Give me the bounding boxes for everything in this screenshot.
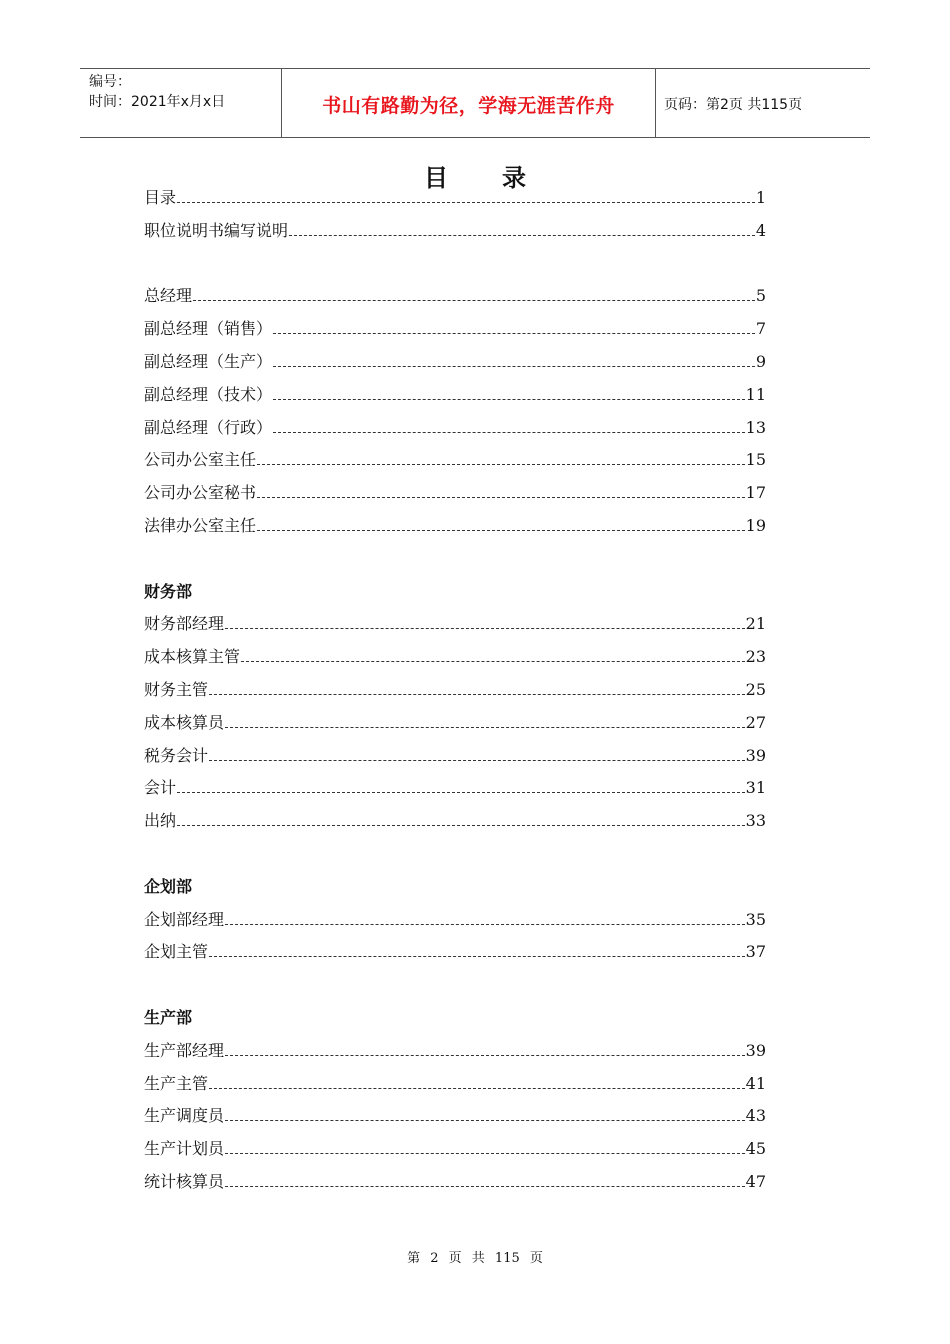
toc-entry[interactable] <box>144 678 766 702</box>
toc-entry-page: 15 <box>745 450 766 470</box>
toc-leader-line <box>273 386 745 400</box>
toc-leader-line <box>209 1075 745 1089</box>
toc-entry[interactable] <box>144 448 766 472</box>
toc-leader-line <box>273 419 745 433</box>
page-header <box>80 68 870 138</box>
toc-leader-line <box>225 1140 745 1154</box>
header-page-cell <box>655 69 870 137</box>
toc-entry-label: 统计核算员 <box>144 1172 225 1191</box>
toc-entry[interactable] <box>144 186 766 210</box>
toc-entry-page: 17 <box>745 483 766 503</box>
toc-entry-label: 企划主管 <box>144 942 209 962</box>
toc-entry[interactable] <box>144 481 766 505</box>
section-heading-finance: 财务部 <box>144 581 193 601</box>
toc-entry-page: 4 <box>755 220 766 240</box>
toc-entry-page: 27 <box>745 712 766 732</box>
toc-entry[interactable] <box>144 1137 766 1161</box>
toc-leader-line <box>209 747 745 761</box>
page-title: 目录 <box>424 163 580 192</box>
toc-entry[interactable] <box>144 1039 766 1063</box>
toc-leader-line <box>289 222 755 236</box>
toc-entry-page: 45 <box>745 1139 766 1159</box>
toc-leader-line <box>177 779 745 793</box>
toc-entry-label: 成本核算主管 <box>144 647 241 667</box>
toc-leader-line <box>209 681 745 695</box>
toc-leader-line <box>193 287 755 301</box>
toc-entry[interactable] <box>144 940 766 964</box>
toc-entry-label: 副总经理（生产） <box>144 352 273 371</box>
toc-leader-line <box>257 484 745 498</box>
toc-entry-label: 成本核算员 <box>144 712 225 732</box>
toc-entry[interactable] <box>144 908 766 932</box>
toc-entry-page: 37 <box>745 942 766 962</box>
toc-entry-label: 生产主管 <box>144 1073 209 1093</box>
header-page-info: 页码：第2页 共115页 <box>664 97 803 113</box>
toc-entry[interactable] <box>144 219 766 243</box>
section-heading-planning: 企划部 <box>144 876 193 896</box>
toc-leader-line <box>225 714 745 728</box>
toc-entry-page: 39 <box>745 1040 766 1060</box>
toc-leader-line <box>225 615 745 629</box>
header-meta-cell <box>80 69 281 137</box>
toc-entry-label: 财务主管 <box>144 680 209 699</box>
toc-entry[interactable] <box>144 284 766 308</box>
toc-entry[interactable] <box>144 1170 766 1194</box>
toc-entry-page: 9 <box>755 352 766 371</box>
toc-entry-page: 11 <box>745 384 766 404</box>
toc-entry-label: 法律办公室主任 <box>144 516 257 535</box>
toc-entry[interactable] <box>144 416 766 440</box>
toc-entry-label: 目录 <box>144 188 177 207</box>
toc-entry[interactable] <box>144 744 766 768</box>
toc-entry-label: 生产计划员 <box>144 1139 225 1159</box>
toc-entry-page: 39 <box>745 745 766 765</box>
toc-entry-page: 25 <box>745 680 766 699</box>
toc-entry[interactable] <box>144 612 766 636</box>
toc-entry-page: 35 <box>745 909 766 929</box>
toc-entry[interactable] <box>144 1104 766 1128</box>
page-footer: 第 2 页 共 115 页 <box>407 1251 543 1266</box>
toc-entry[interactable] <box>144 776 766 800</box>
toc-entry-label: 会计 <box>144 778 177 798</box>
toc-entry-label: 财务部经理 <box>144 614 225 634</box>
toc-entry-label: 副总经理（行政） <box>144 417 273 437</box>
toc-entry-page: 43 <box>745 1106 766 1126</box>
toc-entry-label: 职位说明书编写说明 <box>144 220 289 240</box>
toc-entry-label: 副总经理（销售） <box>144 319 273 339</box>
toc-entry-page: 19 <box>745 516 766 535</box>
toc-entry-label: 公司办公室主任 <box>144 450 257 470</box>
toc-entry-page: 1 <box>755 188 766 207</box>
toc-entry[interactable] <box>144 1072 766 1096</box>
toc-entry-page: 5 <box>755 286 766 306</box>
toc-entry-label: 公司办公室秘书 <box>144 483 257 503</box>
toc-leader-line <box>273 320 755 334</box>
toc-leader-line <box>225 911 745 925</box>
section-heading-production: 生产部 <box>144 1008 193 1027</box>
toc-entry-page: 33 <box>745 811 766 831</box>
toc-entry-page: 13 <box>745 417 766 437</box>
toc-leader-line <box>273 353 755 367</box>
toc-entry[interactable] <box>144 711 766 735</box>
toc-entry-label: 总经理 <box>144 286 193 306</box>
toc-entry-label: 生产部经理 <box>144 1040 225 1060</box>
toc-leader-line <box>177 189 755 203</box>
toc-leader-line <box>225 1173 745 1187</box>
toc-entry-label: 副总经理（技术） <box>144 384 273 404</box>
toc-entry[interactable] <box>144 317 766 341</box>
toc-entry-label: 税务会计 <box>144 745 209 765</box>
toc-leader-line <box>225 1042 745 1056</box>
toc-leader-line <box>257 517 745 531</box>
toc-entry[interactable] <box>144 350 766 374</box>
header-motto-cell <box>281 69 656 137</box>
toc-entry-page: 7 <box>755 319 766 339</box>
toc-entry-page: 21 <box>745 614 766 634</box>
toc-entry[interactable] <box>144 809 766 833</box>
toc-entry[interactable] <box>144 645 766 669</box>
toc-entry-label: 企划部经理 <box>144 909 225 929</box>
toc-entry-label: 生产调度员 <box>144 1106 225 1126</box>
toc-leader-line <box>209 943 745 957</box>
document-time-label: 时间：2021年x月x日 <box>89 94 226 110</box>
toc-leader-line <box>257 451 745 465</box>
toc-entry-page: 23 <box>745 647 766 667</box>
toc-entry[interactable] <box>144 383 766 407</box>
toc-entry-page: 41 <box>745 1073 766 1093</box>
document-number-label: 编号： <box>89 74 131 90</box>
toc-leader-line <box>225 1107 745 1121</box>
toc-leader-line <box>241 648 745 662</box>
toc-entry-page: 47 <box>745 1172 766 1191</box>
toc-leader-line <box>177 812 745 826</box>
toc-entry[interactable] <box>144 514 766 538</box>
toc-entry-label: 出纳 <box>144 811 177 831</box>
toc-entry-page: 31 <box>745 778 766 798</box>
motto-text: 书山有路勤为径，学海无涯苦作舟 <box>322 95 615 117</box>
